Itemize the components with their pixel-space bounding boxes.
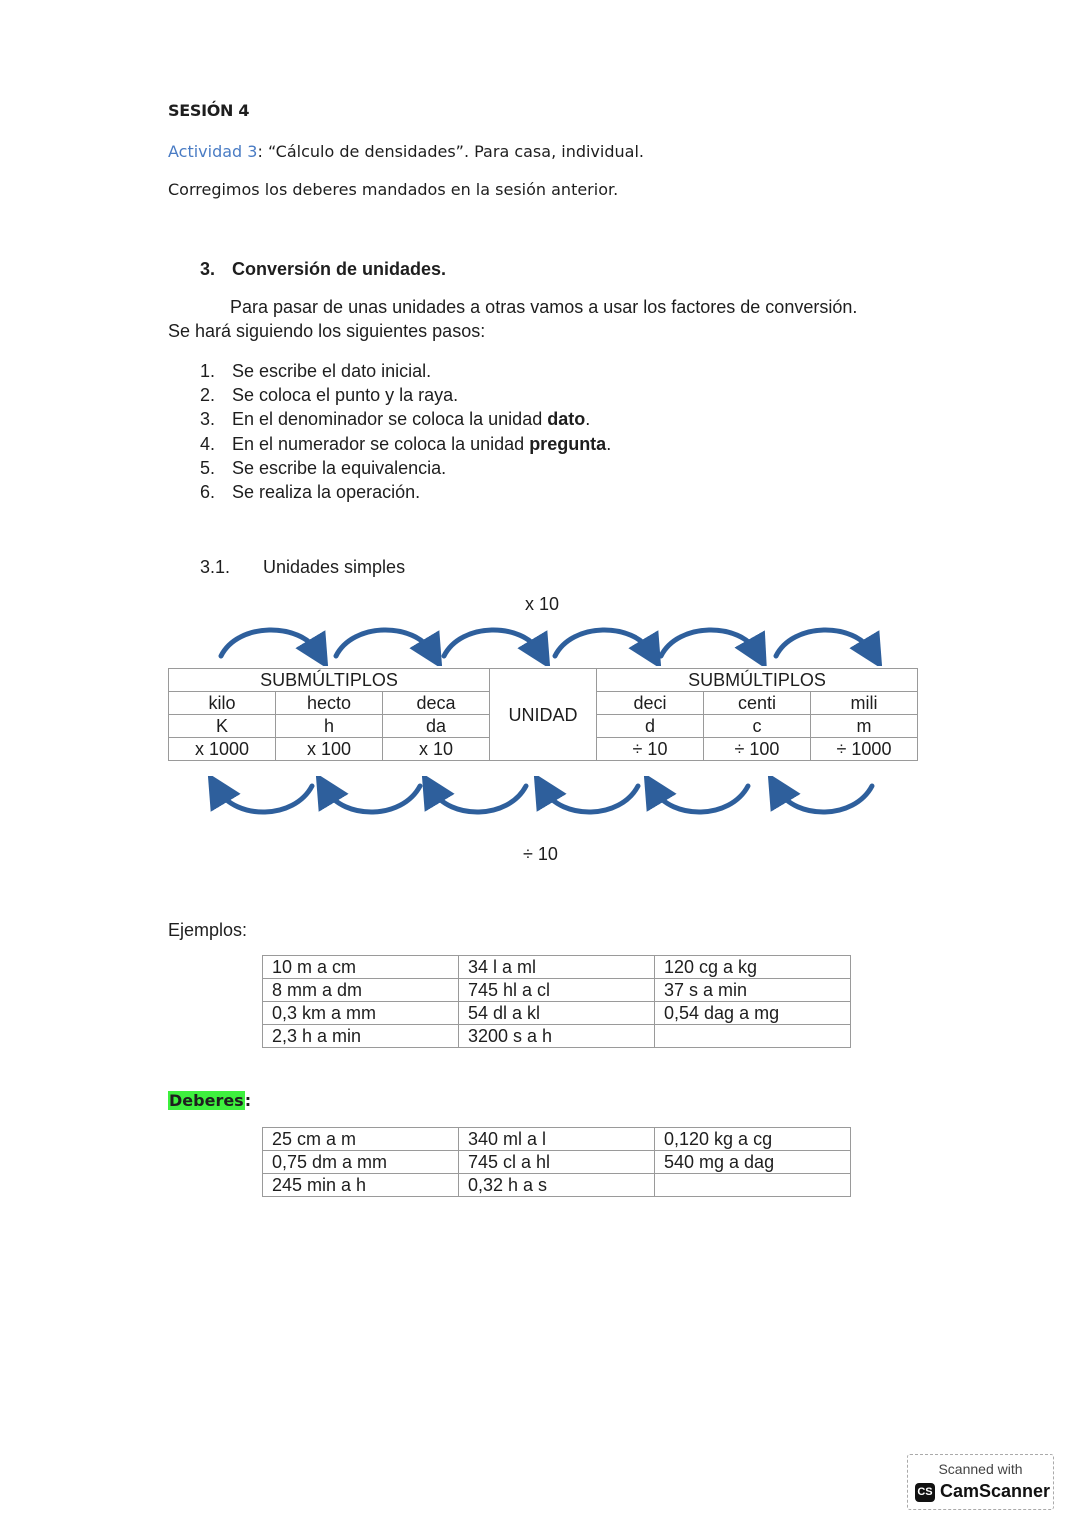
exercise-cell: 34 l a ml xyxy=(459,956,655,979)
divide-label: ÷ 10 xyxy=(523,844,558,864)
exercise-cell: 120 cg a kg xyxy=(655,956,851,979)
unit-center-cell: UNIDAD xyxy=(490,669,597,761)
camscanner-watermark xyxy=(907,1454,1054,1510)
exercise-cell xyxy=(655,1025,851,1048)
step-text: Se realiza la operación. xyxy=(232,481,421,502)
activity-text: : “Cálculo de densidades”. Para casa, individual. xyxy=(257,142,644,161)
arrow-deca-unidad xyxy=(444,630,540,656)
homework-label: Deberes: xyxy=(169,1091,252,1110)
exercise-cell: 8 mm a dm xyxy=(263,979,459,1002)
exercise-cell: 10 m a cm xyxy=(263,956,459,979)
step-item: 4. En el numerador se coloca la unidad pregunta. xyxy=(200,433,612,454)
unit-symbol-cell: K xyxy=(169,715,276,738)
arrow-unidad-deca xyxy=(432,786,526,812)
step-number: 6. xyxy=(200,481,216,502)
unit-factor-cell: x 1000 xyxy=(169,738,276,761)
exercise-cell: 0,54 dag a mg xyxy=(655,1002,851,1025)
exercise-cell: 3200 s a h xyxy=(459,1025,655,1048)
step-text: Se escribe la equivalencia. xyxy=(232,457,447,478)
unit-factor-cell: ÷ 100 xyxy=(704,738,811,761)
step-text: Se escribe el dato inicial. xyxy=(232,361,432,381)
unit-name-cell: kilo xyxy=(169,692,276,715)
table-row xyxy=(263,1025,851,1048)
unit-symbol-cell: m xyxy=(811,715,918,738)
right-group-header: SUBMÚLTIPLOS xyxy=(597,669,918,692)
section-number: 3. xyxy=(200,259,216,279)
exercise-cell: 245 min a h xyxy=(263,1174,459,1197)
examples-table xyxy=(262,955,851,1048)
watermark-top-text: Scanned with xyxy=(938,1461,1023,1477)
divide-arrows xyxy=(0,776,1080,822)
step-text: Se coloca el punto y la raya. xyxy=(232,385,459,406)
exercise-cell: 745 cl a hl xyxy=(459,1151,655,1174)
subsection-number: 3.1. xyxy=(200,557,231,577)
step-number: 1. xyxy=(200,361,216,381)
exercise-cell xyxy=(655,1174,851,1197)
step-keyword: dato xyxy=(547,409,586,430)
arrow-hecto-kilo xyxy=(218,786,312,812)
unit-symbol-cell: c xyxy=(704,715,811,738)
unit-factor-cell: ÷ 10 xyxy=(597,738,704,761)
table-row xyxy=(263,979,851,1002)
correction-line: Corregimos los deberes mandados en la sesión anterior. xyxy=(168,180,619,199)
section-heading: 3. Conversión de unidades. xyxy=(200,259,447,279)
exercise-cell: 0,32 h a s xyxy=(459,1174,655,1197)
arrow-deci-unidad xyxy=(544,786,638,812)
step-item xyxy=(200,359,611,383)
unit-factor-cell: x 10 xyxy=(383,738,490,761)
step-number: 5. xyxy=(200,457,216,478)
exercise-cell: 37 s a min xyxy=(655,979,851,1002)
unit-name-cell: centi xyxy=(704,692,811,715)
exercise-cell: 745 hl a cl xyxy=(459,979,655,1002)
unit-factor-cell: ÷ 1000 xyxy=(811,738,918,761)
step-text: En el denominador se coloca la unidad xyxy=(232,409,548,430)
arrow-deca-hecto xyxy=(326,786,420,812)
exercise-cell: 0,75 dm a mm xyxy=(263,1151,459,1174)
arrow-centi-mili xyxy=(776,630,872,656)
step-text: En el numerador se coloca la unidad xyxy=(232,433,530,454)
multiply-arrows xyxy=(0,620,1080,666)
exercise-cell: 0,3 km a mm xyxy=(263,1002,459,1025)
exercise-cell: 340 ml a l xyxy=(459,1128,655,1151)
homework-table xyxy=(262,1127,851,1197)
arrow-mili-centi xyxy=(778,786,872,812)
unit-name-cell: hecto xyxy=(276,692,383,715)
exercise-cell: 25 cm a m xyxy=(263,1128,459,1151)
session-title: SESIÓN 4 xyxy=(168,101,250,120)
table-row xyxy=(263,1002,851,1025)
arrow-centi-deci xyxy=(654,786,748,812)
multiply-label: x 10 xyxy=(525,594,560,614)
intro-line-1: Para pasar de unas unidades a otras vamos a usar los factores de conversión. xyxy=(230,297,858,317)
step-item xyxy=(200,383,611,407)
step-item xyxy=(200,456,611,480)
table-row xyxy=(263,1151,851,1174)
unit-symbol-cell: h xyxy=(276,715,383,738)
step-number: 4. xyxy=(200,433,216,454)
left-group-header: SUBMÚLTIPLOS xyxy=(169,669,490,692)
step-number: 3. xyxy=(200,409,216,430)
unit-symbol-cell: d xyxy=(597,715,704,738)
table-row xyxy=(263,1174,851,1197)
step-item xyxy=(200,480,611,504)
exercise-cell: 2,3 h a min xyxy=(263,1025,459,1048)
unit-factor-cell: x 100 xyxy=(276,738,383,761)
unit-name-cell: deca xyxy=(383,692,490,715)
subsection-title: Unidades simples xyxy=(263,557,406,577)
unit-name-cell: mili xyxy=(811,692,918,715)
units-table xyxy=(168,668,918,761)
step-number: 2. xyxy=(200,385,216,406)
step-item: 3. En el denominador se coloca la unidad dato. xyxy=(200,409,591,430)
unit-name-cell: deci xyxy=(597,692,704,715)
exercise-cell: 540 mg a dag xyxy=(655,1151,851,1174)
watermark-brand: CamScanner xyxy=(940,1481,1051,1501)
activity-line xyxy=(168,142,644,161)
camscanner-logo-icon: CS xyxy=(915,1483,935,1502)
arrow-unidad-deci xyxy=(555,630,651,656)
section-title: Conversión de unidades xyxy=(232,259,442,279)
steps-list xyxy=(200,359,611,504)
arrow-hecto-deca xyxy=(336,630,432,656)
step-keyword: pregunta xyxy=(529,433,607,454)
unit-symbol-cell: da xyxy=(383,715,490,738)
activity-label: Actividad 3 xyxy=(168,142,258,161)
arrow-deci-centi xyxy=(661,630,757,656)
homework-highlight: Deberes xyxy=(169,1091,244,1110)
table-row xyxy=(263,1128,851,1151)
exercise-cell: 54 dl a kl xyxy=(459,1002,655,1025)
examples-label: Ejemplos: xyxy=(168,920,248,940)
table-row xyxy=(263,956,851,979)
intro-line-2: Se hará siguiendo los siguientes pasos: xyxy=(168,321,486,341)
subsection-heading xyxy=(200,557,405,578)
arrow-kilo-hecto xyxy=(221,630,318,656)
exercise-cell: 0,120 kg a cg xyxy=(655,1128,851,1151)
